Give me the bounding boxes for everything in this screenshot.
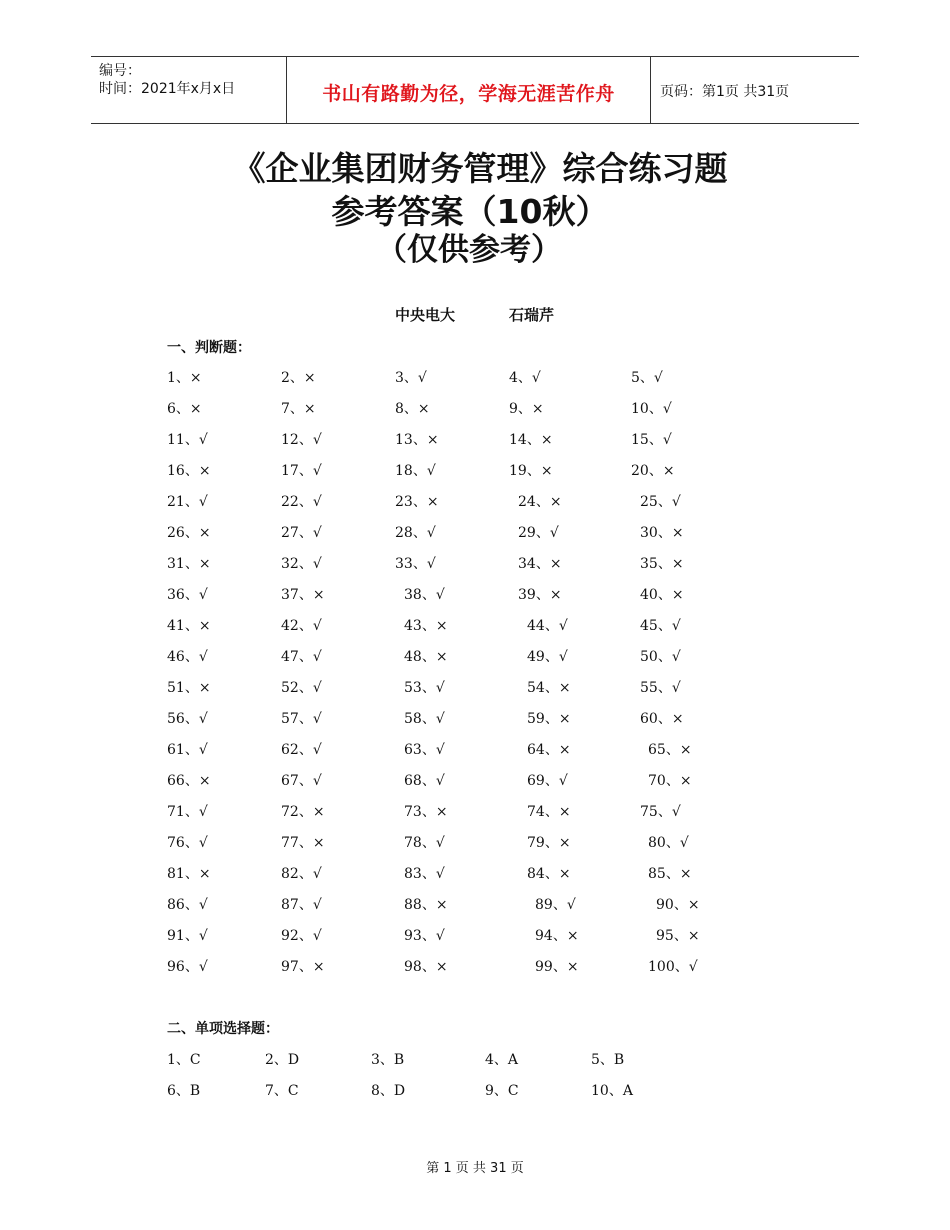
answer-item: 17、√ <box>281 463 322 479</box>
answer-item: 26、× <box>167 525 211 541</box>
answer-item: 19、× <box>509 463 553 479</box>
answer-item: 89、√ <box>535 897 576 913</box>
answer-item: 75、√ <box>640 804 681 820</box>
answer-item: 11、√ <box>167 432 208 448</box>
answer-item: 78、√ <box>404 835 445 851</box>
answer-item: 28、√ <box>395 525 436 541</box>
answer-item: 88、× <box>404 897 448 913</box>
answer-item: 79、× <box>527 835 571 851</box>
answer-item: 77、× <box>281 835 325 851</box>
answer-item: 10、√ <box>631 401 672 417</box>
answer-item: 22、√ <box>281 494 322 510</box>
answer-item: 27、√ <box>281 525 322 541</box>
answer-item: 87、√ <box>281 897 322 913</box>
answer-item: 74、× <box>527 804 571 820</box>
answer-item: 38、√ <box>404 587 445 603</box>
answer-item: 7、× <box>281 401 316 417</box>
document-title: 《企业集团财务管理》综合练习题 <box>232 149 728 188</box>
answer-item: 8、× <box>395 401 430 417</box>
answer-item: 42、√ <box>281 618 322 634</box>
answer-item: 73、× <box>404 804 448 820</box>
answer-item: 1、× <box>167 370 202 386</box>
answer-item: 14、× <box>509 432 553 448</box>
header-page-number: 页码：第1页 共31页 <box>660 84 790 100</box>
author-organization: 中央电大 <box>395 306 456 324</box>
answer-item: 31、× <box>167 556 211 572</box>
answer-item: 97、× <box>281 959 325 975</box>
answer-item: 47、√ <box>281 649 322 665</box>
answer-item: 64、× <box>527 742 571 758</box>
answer-item: 86、√ <box>167 897 208 913</box>
answer-item: 41、× <box>167 618 211 634</box>
answer-item: 91、√ <box>167 928 208 944</box>
answer-item: 50、√ <box>640 649 681 665</box>
page-header <box>91 56 859 124</box>
answer-item: 83、√ <box>404 866 445 882</box>
answer-item: 76、√ <box>167 835 208 851</box>
answer-item: 6、× <box>167 401 202 417</box>
answer-item: 33、√ <box>395 556 436 572</box>
document-subtitle: 参考答案（10秋） <box>331 192 609 231</box>
section-heading-true-false: 一、判断题： <box>167 340 251 356</box>
answer-item: 96、√ <box>167 959 208 975</box>
answer-item: 55、√ <box>640 680 681 696</box>
answer-item: 5、√ <box>631 370 663 386</box>
answer-item: 65、× <box>648 742 692 758</box>
answer-item: 53、√ <box>404 680 445 696</box>
answer-item: 1、C <box>167 1052 201 1068</box>
answer-item: 16、× <box>167 463 211 479</box>
page-footer: 第 1 页 共 31 页 <box>426 1161 524 1176</box>
document-code-label: 编号： <box>99 63 141 79</box>
answer-item: 90、× <box>656 897 700 913</box>
answer-item: 35、× <box>640 556 684 572</box>
answer-item: 49、√ <box>527 649 568 665</box>
answer-item: 32、√ <box>281 556 322 572</box>
answer-item: 60、× <box>640 711 684 727</box>
answer-item: 99、× <box>535 959 579 975</box>
answer-item: 4、√ <box>509 370 541 386</box>
header-page-cell <box>650 57 859 123</box>
answer-item: 43、× <box>404 618 448 634</box>
header-meta-cell <box>91 57 286 123</box>
answer-item: 7、C <box>265 1083 299 1099</box>
answer-item: 81、× <box>167 866 211 882</box>
answer-item: 84、× <box>527 866 571 882</box>
answer-item: 3、√ <box>395 370 427 386</box>
answer-item: 66、× <box>167 773 211 789</box>
answer-item: 59、× <box>527 711 571 727</box>
answer-item: 62、√ <box>281 742 322 758</box>
answer-item: 92、√ <box>281 928 322 944</box>
answer-item: 100、√ <box>648 959 698 975</box>
answer-item: 80、√ <box>648 835 689 851</box>
header-motto-cell <box>286 57 651 123</box>
document-time-label: 时间：2021年x月x日 <box>99 81 236 97</box>
answer-item: 2、D <box>265 1052 300 1068</box>
answer-item: 52、√ <box>281 680 322 696</box>
answer-item: 67、√ <box>281 773 322 789</box>
answer-item: 94、× <box>535 928 579 944</box>
document-note: （仅供参考） <box>376 232 562 268</box>
answer-item: 18、√ <box>395 463 436 479</box>
answer-item: 70、× <box>648 773 692 789</box>
answer-item: 57、√ <box>281 711 322 727</box>
answer-item: 51、× <box>167 680 211 696</box>
answer-item: 56、√ <box>167 711 208 727</box>
answer-item: 39、× <box>518 587 562 603</box>
answer-item: 24、× <box>518 494 562 510</box>
answer-item: 5、B <box>591 1052 625 1068</box>
answer-item: 85、× <box>648 866 692 882</box>
answer-item: 93、√ <box>404 928 445 944</box>
section-heading-single-choice: 二、单项选择题： <box>167 1021 279 1037</box>
answer-item: 98、× <box>404 959 448 975</box>
answer-item: 4、A <box>485 1052 519 1068</box>
answer-item: 6、B <box>167 1083 201 1099</box>
answer-item: 12、√ <box>281 432 322 448</box>
answer-item: 8、D <box>371 1083 406 1099</box>
answer-item: 30、× <box>640 525 684 541</box>
answer-item: 63、√ <box>404 742 445 758</box>
answer-item: 45、√ <box>640 618 681 634</box>
answer-item: 69、√ <box>527 773 568 789</box>
answer-item: 95、× <box>656 928 700 944</box>
answer-item: 29、√ <box>518 525 559 541</box>
answer-item: 44、√ <box>527 618 568 634</box>
answer-item: 15、√ <box>631 432 672 448</box>
answer-item: 58、√ <box>404 711 445 727</box>
answer-item: 9、× <box>509 401 544 417</box>
answer-item: 10、A <box>591 1083 633 1099</box>
answer-item: 61、√ <box>167 742 208 758</box>
answer-item: 3、B <box>371 1052 405 1068</box>
answer-item: 40、× <box>640 587 684 603</box>
answer-item: 25、√ <box>640 494 681 510</box>
answer-item: 13、× <box>395 432 439 448</box>
answer-item: 34、× <box>518 556 562 572</box>
answer-item: 68、√ <box>404 773 445 789</box>
answer-item: 9、C <box>485 1083 519 1099</box>
answer-item: 36、√ <box>167 587 208 603</box>
answer-item: 54、× <box>527 680 571 696</box>
answer-item: 37、× <box>281 587 325 603</box>
author-name: 石瑞芹 <box>509 306 555 324</box>
answer-item: 2、× <box>281 370 316 386</box>
answer-item: 72、× <box>281 804 325 820</box>
answer-item: 48、× <box>404 649 448 665</box>
answer-item: 21、√ <box>167 494 208 510</box>
header-motto: 书山有路勤为径，学海无涯苦作舟 <box>322 83 615 105</box>
answer-item: 23、× <box>395 494 439 510</box>
answer-item: 82、√ <box>281 866 322 882</box>
answer-item: 20、× <box>631 463 675 479</box>
answer-item: 46、√ <box>167 649 208 665</box>
answer-item: 71、√ <box>167 804 208 820</box>
